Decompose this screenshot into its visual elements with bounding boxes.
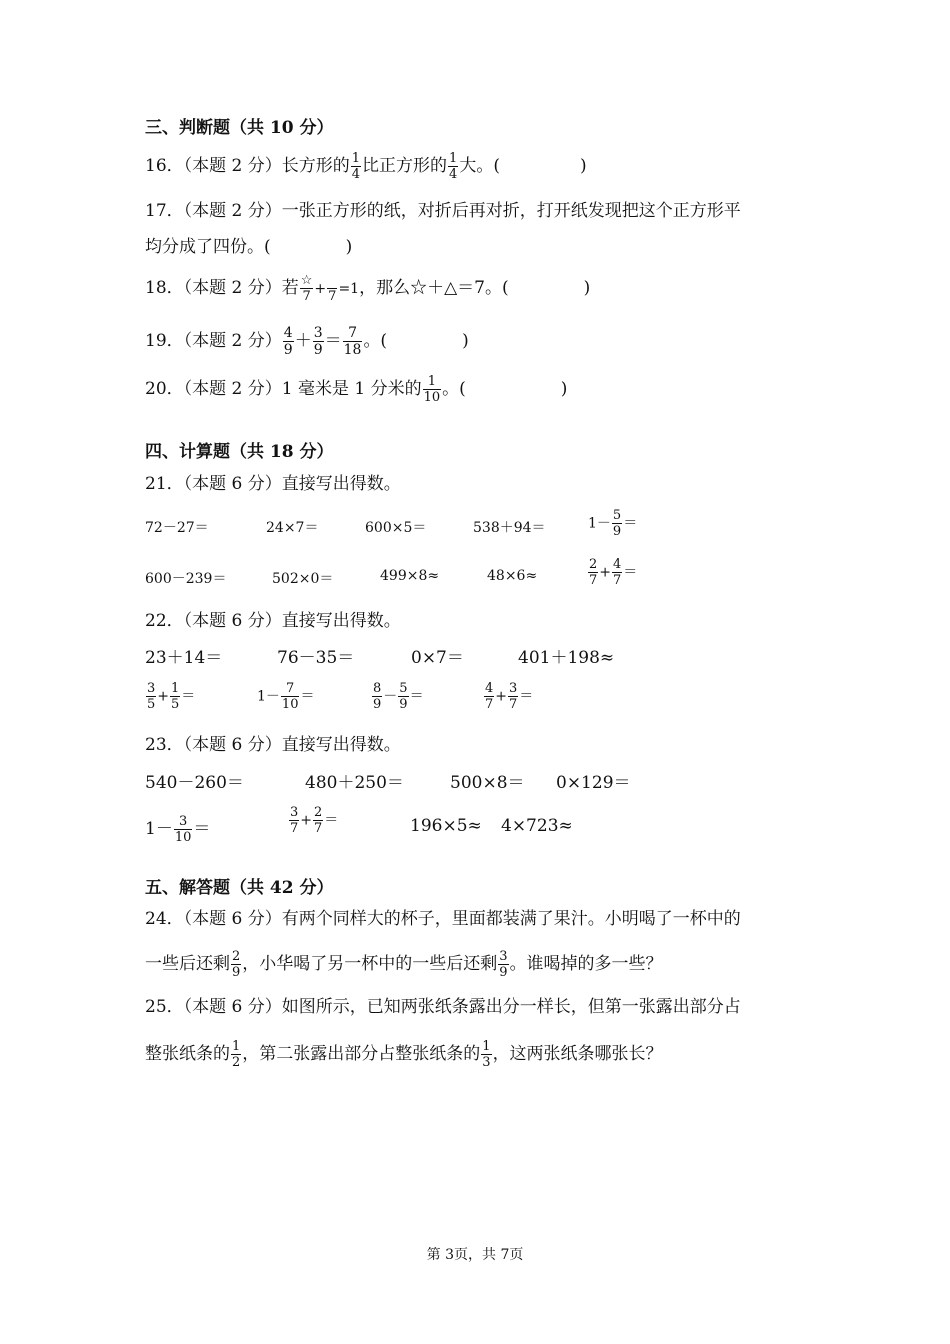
page-footer: 第 3页，共 7页 [426, 1247, 524, 1263]
q20-suffix: 。( [442, 379, 466, 399]
q25-fraction-1 [231, 1040, 241, 1069]
q18-suffix: ，那么☆＋△＝7。( [359, 278, 509, 298]
q22-r2-i3-fraction-2 [398, 682, 408, 711]
q22-r2-i4-f1-numerator: 4 [485, 681, 494, 696]
q21-r1-item-5 [588, 509, 637, 538]
q23-r2-i2-fraction-2 [313, 806, 323, 835]
q22-r1-item-3: 0×7＝ [411, 648, 464, 668]
q22-r2-item-2 [257, 682, 314, 711]
q23-r2-i1-denominator: 10 [174, 830, 192, 845]
q23-r2-i1-fraction [174, 815, 193, 844]
q23-r2-i2-post: ＝ [324, 812, 339, 829]
question-24-line-1: 24．（本题 6 分）有两个同样大的杯子，里面都装满了果汁。小明喝了一杯中的 [145, 909, 741, 929]
q18-close-paren: ) [583, 278, 591, 298]
q23-r2-i2-f2-denominator: 7 [314, 821, 323, 836]
q16-close-paren: ) [579, 156, 587, 176]
q24-text-a: 一些后还剩 [145, 954, 230, 974]
q19-f3-numerator: 7 [343, 326, 363, 342]
question-23-title: 23．（本题 6 分）直接写出得数。 [145, 735, 401, 755]
q19-f1-numerator: 4 [283, 325, 293, 341]
q21-r2-item-1: 600－239＝ [145, 571, 227, 587]
q22-r2-i1-op: + [157, 688, 170, 705]
question-19 [145, 326, 469, 357]
q22-r2-i3-f1-denominator: 9 [373, 697, 382, 712]
q22-r2-i4-f1-denominator: 7 [485, 697, 494, 712]
q21-r1-item-3: 600×5＝ [365, 520, 427, 536]
q23-r2-i1-numerator: 3 [174, 815, 193, 830]
q18-equals: =1 [338, 281, 360, 297]
q22-r2-i2-post: ＝ [300, 688, 315, 705]
q20-denominator: 10 [423, 390, 441, 405]
q19-prefix: 19．（本题 2 分） [145, 331, 282, 351]
section-3-title: 三、判断题（共 10 分） [145, 118, 334, 138]
q24-f2-denominator: 9 [499, 965, 508, 980]
q16-prefix: 16．（本题 2 分）长方形的 [145, 156, 350, 176]
q22-r2-i1-f2-denominator: 5 [171, 697, 180, 712]
q23-r2-i2-op: + [300, 812, 313, 829]
q23-r2-i2-f2-numerator: 2 [314, 805, 323, 820]
q22-r2-i1-f1-numerator: 3 [147, 681, 156, 696]
section-5-title: 五、解答题（共 42 分） [145, 878, 334, 898]
q16-f2-numerator: 1 [449, 151, 458, 166]
q21-r2-f1-numerator: 2 [589, 557, 598, 572]
q21-r2-fraction-1 [588, 558, 598, 587]
q24-fraction-2 [498, 950, 508, 979]
q19-fraction-3 [343, 326, 363, 357]
q25-text-b: ，第二张露出部分占整张纸条的 [242, 1044, 481, 1064]
q19-f1-denominator: 9 [283, 342, 293, 358]
q22-r2-i3-op: － [383, 688, 398, 705]
q22-r2-item-3 [371, 682, 424, 711]
q25-f2-numerator: 1 [482, 1039, 491, 1054]
q21-r1-item-4: 538＋94＝ [473, 520, 546, 536]
q20-fraction [423, 375, 442, 404]
q25-fraction-2 [481, 1040, 491, 1069]
q21-r2-item-2: 502×0＝ [272, 571, 334, 587]
q22-r2-i2-numerator: 7 [281, 682, 300, 697]
q22-r2-i1-post: ＝ [181, 688, 196, 705]
q21-r1-denominator: 9 [612, 524, 622, 539]
q18-f1-numerator: ☆ [300, 273, 313, 288]
q22-r1-item-2: 76－35＝ [277, 648, 355, 668]
question-25-line-2 [145, 1040, 663, 1069]
q19-f2-denominator: 9 [313, 342, 323, 358]
question-24-line-2 [145, 950, 663, 979]
q22-r2-i1-fraction-1 [146, 682, 156, 711]
q22-r2-i4-f2-denominator: 7 [509, 697, 518, 712]
question-20 [145, 375, 567, 404]
q25-f1-denominator: 2 [232, 1055, 241, 1070]
q19-f3-denominator: 18 [343, 342, 362, 358]
q22-r2-i3-fraction-1 [372, 682, 382, 711]
q22-r2-i4-fraction-2 [508, 682, 518, 711]
section-4-title: 四、计算题（共 18 分） [145, 442, 334, 462]
q20-prefix: 20．（本题 2 分）1 毫米是 1 分米的 [145, 379, 422, 399]
q23-r2-i2-fraction-1 [289, 806, 299, 835]
q21-r2-f1-denominator: 7 [589, 573, 598, 588]
q18-fraction-2 [327, 274, 337, 303]
q23-r1-item-1: 540－260＝ [145, 773, 244, 793]
q19-plus: ＋ [294, 331, 312, 351]
q17-text: 均分成了四份。( [145, 237, 271, 257]
q19-f2-numerator: 3 [313, 325, 323, 341]
q21-r1-frac-post: ＝ [623, 515, 638, 532]
q23-r2-i2-f1-denominator: 7 [290, 821, 299, 836]
q21-r1-fraction [612, 509, 622, 538]
q18-prefix: 18．（本题 2 分）若 [145, 278, 299, 298]
q24-text-b: ，小华喝了另一杯中的一些后还剩 [242, 954, 498, 974]
q19-equals: ＝ [324, 331, 342, 351]
q24-f1-numerator: 2 [232, 949, 241, 964]
q16-fraction-2 [448, 152, 458, 181]
q18-plus: + [314, 281, 327, 297]
q21-r2-item-5 [587, 558, 637, 587]
q22-r2-i3-f2-numerator: 5 [399, 681, 408, 696]
q23-r2-i1-post: ＝ [193, 819, 211, 839]
q24-f1-denominator: 9 [232, 965, 241, 980]
q23-r2-item-2 [288, 806, 338, 835]
q24-text-c: 。谁喝掉的多一些？ [509, 954, 663, 974]
q22-r2-i4-f2-numerator: 3 [509, 681, 518, 696]
q18-f2-numerator [327, 274, 337, 289]
q19-suffix: 。( [363, 331, 388, 351]
question-17-line-2 [145, 236, 352, 258]
q25-text-a: 整张纸条的 [145, 1044, 230, 1064]
q22-r2-i3-f1-numerator: 8 [373, 681, 382, 696]
q21-r1-item-2: 24×7＝ [266, 520, 319, 536]
q16-f1-denominator: 4 [351, 167, 361, 182]
q16-mid: 比正方形的 [362, 156, 448, 176]
q23-r2-item-3: 196×5≈ [410, 816, 482, 836]
q23-r1-item-2: 480＋250＝ [305, 773, 404, 793]
q22-r2-i2-denominator: 10 [281, 697, 299, 712]
q24-fraction-1 [231, 950, 241, 979]
q21-r2-f2-denominator: 7 [613, 573, 622, 588]
question-21-title: 21．（本题 6 分）直接写出得数。 [145, 474, 401, 494]
q16-f2-denominator: 4 [449, 167, 458, 182]
q21-r2-f2-numerator: 4 [613, 557, 622, 572]
q23-r2-i2-f1-numerator: 3 [290, 805, 299, 820]
question-17-line-1: 17．（本题 2 分）一张正方形的纸，对折后再对折，打开纸发现把这个正方形平 [145, 201, 741, 221]
q23-r1-item-4: 0×129＝ [556, 773, 631, 793]
q22-r2-item-4 [483, 682, 533, 711]
q19-close-paren: ) [462, 331, 469, 351]
q20-numerator: 1 [423, 375, 442, 390]
q21-r2-item-3: 499×8≈ [380, 568, 440, 584]
q21-r1-item-1: 72－27＝ [145, 520, 209, 536]
q22-r1-item-4: 401＋198≈ [518, 648, 615, 668]
q25-f1-numerator: 1 [232, 1039, 241, 1054]
q22-r2-i2-fraction [281, 682, 300, 711]
q22-r2-i4-post: ＝ [519, 688, 534, 705]
q22-r2-i1-f1-denominator: 5 [147, 697, 156, 712]
q24-f2-numerator: 3 [499, 949, 508, 964]
q22-r2-i2-pre: 1－ [257, 688, 280, 705]
q22-r1-item-1: 23＋14＝ [145, 648, 223, 668]
q21-r1-frac-pre: 1－ [588, 515, 611, 532]
q18-f2-denominator: 7 [328, 289, 337, 304]
question-22-title: 22．（本题 6 分）直接写出得数。 [145, 611, 401, 631]
q22-r2-i4-op: + [495, 688, 508, 705]
q17-close-paren: ) [345, 237, 353, 257]
q22-r2-i1-fraction-2 [170, 682, 180, 711]
q21-r2-op: + [599, 564, 612, 581]
q23-r2-item-4: 4×723≈ [501, 816, 573, 836]
question-18 [145, 274, 590, 303]
q16-fraction-1 [351, 152, 361, 181]
q22-r2-i4-fraction-1 [484, 682, 494, 711]
q21-r2-item-4: 48×6≈ [487, 568, 538, 584]
question-16 [145, 152, 587, 181]
q16-f1-numerator: 1 [351, 151, 361, 166]
q22-r2-i1-f2-numerator: 1 [171, 681, 180, 696]
q23-r1-item-3: 500×8＝ [450, 773, 525, 793]
q18-f1-denominator: 7 [302, 289, 311, 304]
q21-r1-numerator: 5 [612, 508, 622, 523]
q25-text-c: ，这两张纸条哪张长？ [492, 1044, 663, 1064]
q16-suffix: 大。( [459, 156, 500, 176]
q19-fraction-2 [313, 326, 324, 357]
q21-r2-post: ＝ [623, 564, 638, 581]
q18-fraction-1 [300, 274, 314, 303]
q20-close-paren: ) [560, 379, 568, 399]
question-25-line-1: 25．（本题 6 分）如图所示，已知两张纸条露出分一样长，但第一张露出部分占 [145, 997, 741, 1017]
q19-fraction-1 [283, 326, 294, 357]
q25-f2-denominator: 3 [482, 1055, 491, 1070]
q21-r2-fraction-2 [612, 558, 622, 587]
q23-r2-i1-pre: 1－ [145, 819, 173, 839]
q22-r2-item-1 [145, 682, 195, 711]
q23-r2-item-1 [145, 815, 210, 844]
q22-r2-i3-post: ＝ [409, 688, 424, 705]
q22-r2-i3-f2-denominator: 9 [399, 697, 408, 712]
